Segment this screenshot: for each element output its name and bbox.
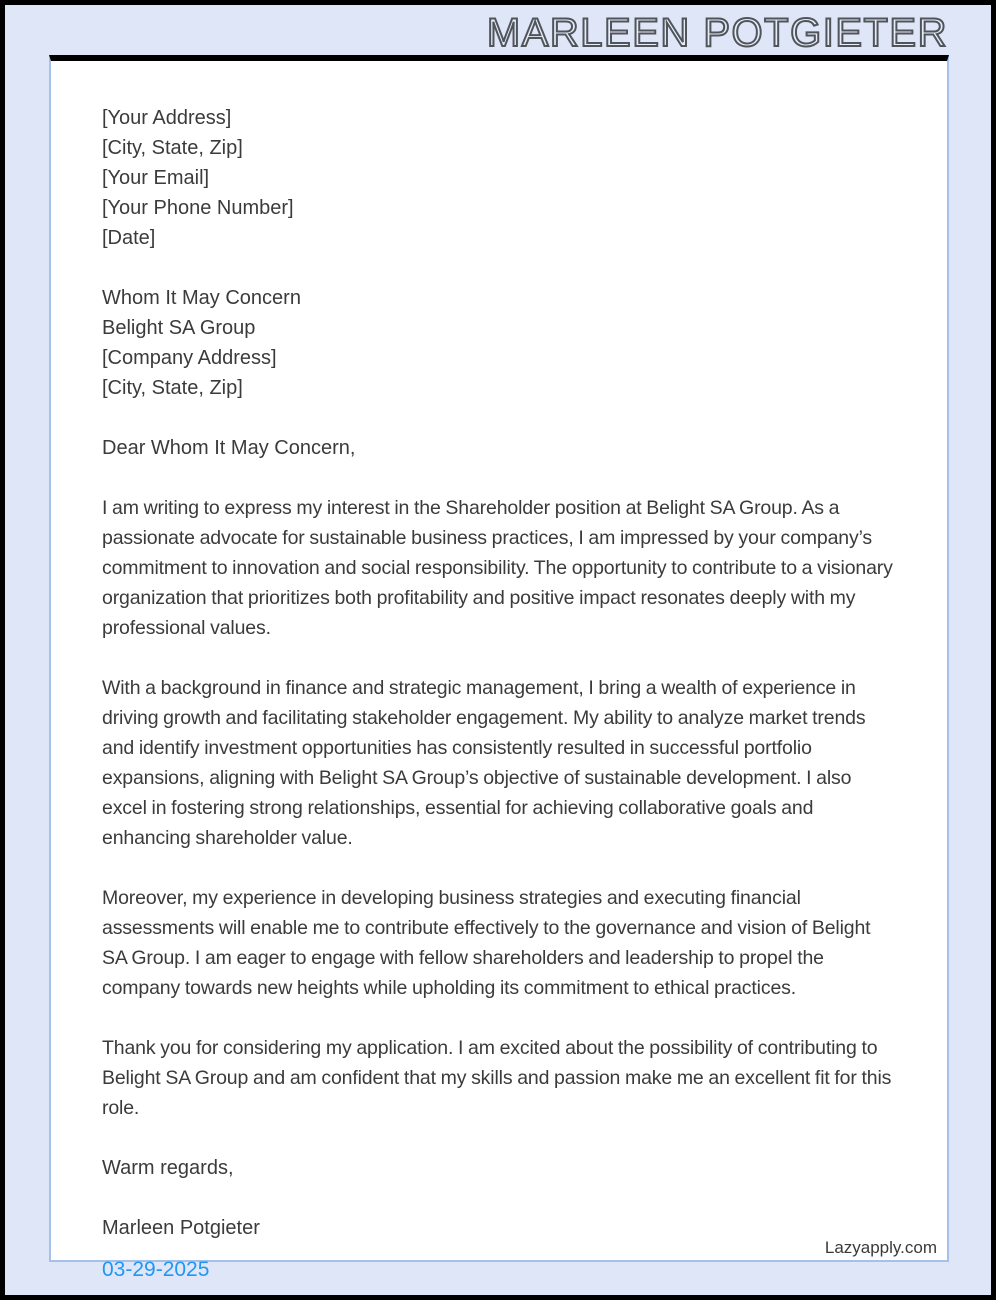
letter-background [5, 5, 991, 1295]
recipient-name-line: Whom It May Concern [102, 287, 301, 309]
body-paragraph-2: With a background in finance and strategic management, I bring a wealth of experience in driving growth and facilitating stakeholder engagement. My ability to analyze market trends and identify investment opportunities has consistently resulted in successful portfolio expansions, aligning with Belight SA Group’s objective of sustainable development. I also excel in fostering strong relationships, essential for achieving collaborative goals and enhancing shareholder value. [102, 677, 866, 849]
sender-address-line: [Your Address] [102, 107, 232, 129]
closing: Warm regards, [102, 1157, 234, 1179]
body-paragraph-3: Moreover, my experience in developing business strategies and executing financial assessments will enable me to contribute effectively to the governance and vision of Belight SA Group. I am eager to engage with fellow shareholders and leadership to propel the company towards new heights while upholding its commitment to ethical practices. [102, 887, 871, 999]
recipient-address-line: [Company Address] [102, 347, 277, 369]
body-paragraph-1: I am writing to express my interest in the Shareholder position at Belight SA Group. As a passionate advocate for sustainable business practices, I am impressed by your company’s commitment to innovation and social responsibility. The opportunity to contribute to a visionary organization that prioritizes both profitability and positive impact resonates deeply with my professional values. [102, 497, 893, 639]
letter-page [49, 55, 949, 1281]
sender-address-block [102, 103, 899, 253]
sender-email-line: [Your Email] [102, 167, 210, 189]
sender-phone-line: [Your Phone Number] [102, 197, 294, 219]
recipient-city-line: [City, State, Zip] [102, 377, 243, 399]
letter-content [51, 61, 947, 1285]
candidate-name-heading: MARLEEN POTGIETER [486, 11, 948, 55]
body-paragraph-4: Thank you for considering my application. I am excited about the possibility of contributing to Belight SA Group and am confident that my skills and passion make me an excellent fit for this role. [102, 1037, 892, 1119]
sender-date-line: [Date] [102, 227, 156, 249]
signature-name: Marleen Potgieter [102, 1217, 260, 1239]
recipient-address-block [102, 283, 899, 403]
recipient-company-line: Belight SA Group [102, 317, 256, 339]
lazyapply-watermark: Lazyapply.com [824, 1238, 937, 1257]
salutation: Dear Whom It May Concern, [102, 437, 356, 459]
sender-city-line: [City, State, Zip] [102, 137, 243, 159]
letter-date: 03-29-2025 [102, 1258, 210, 1281]
